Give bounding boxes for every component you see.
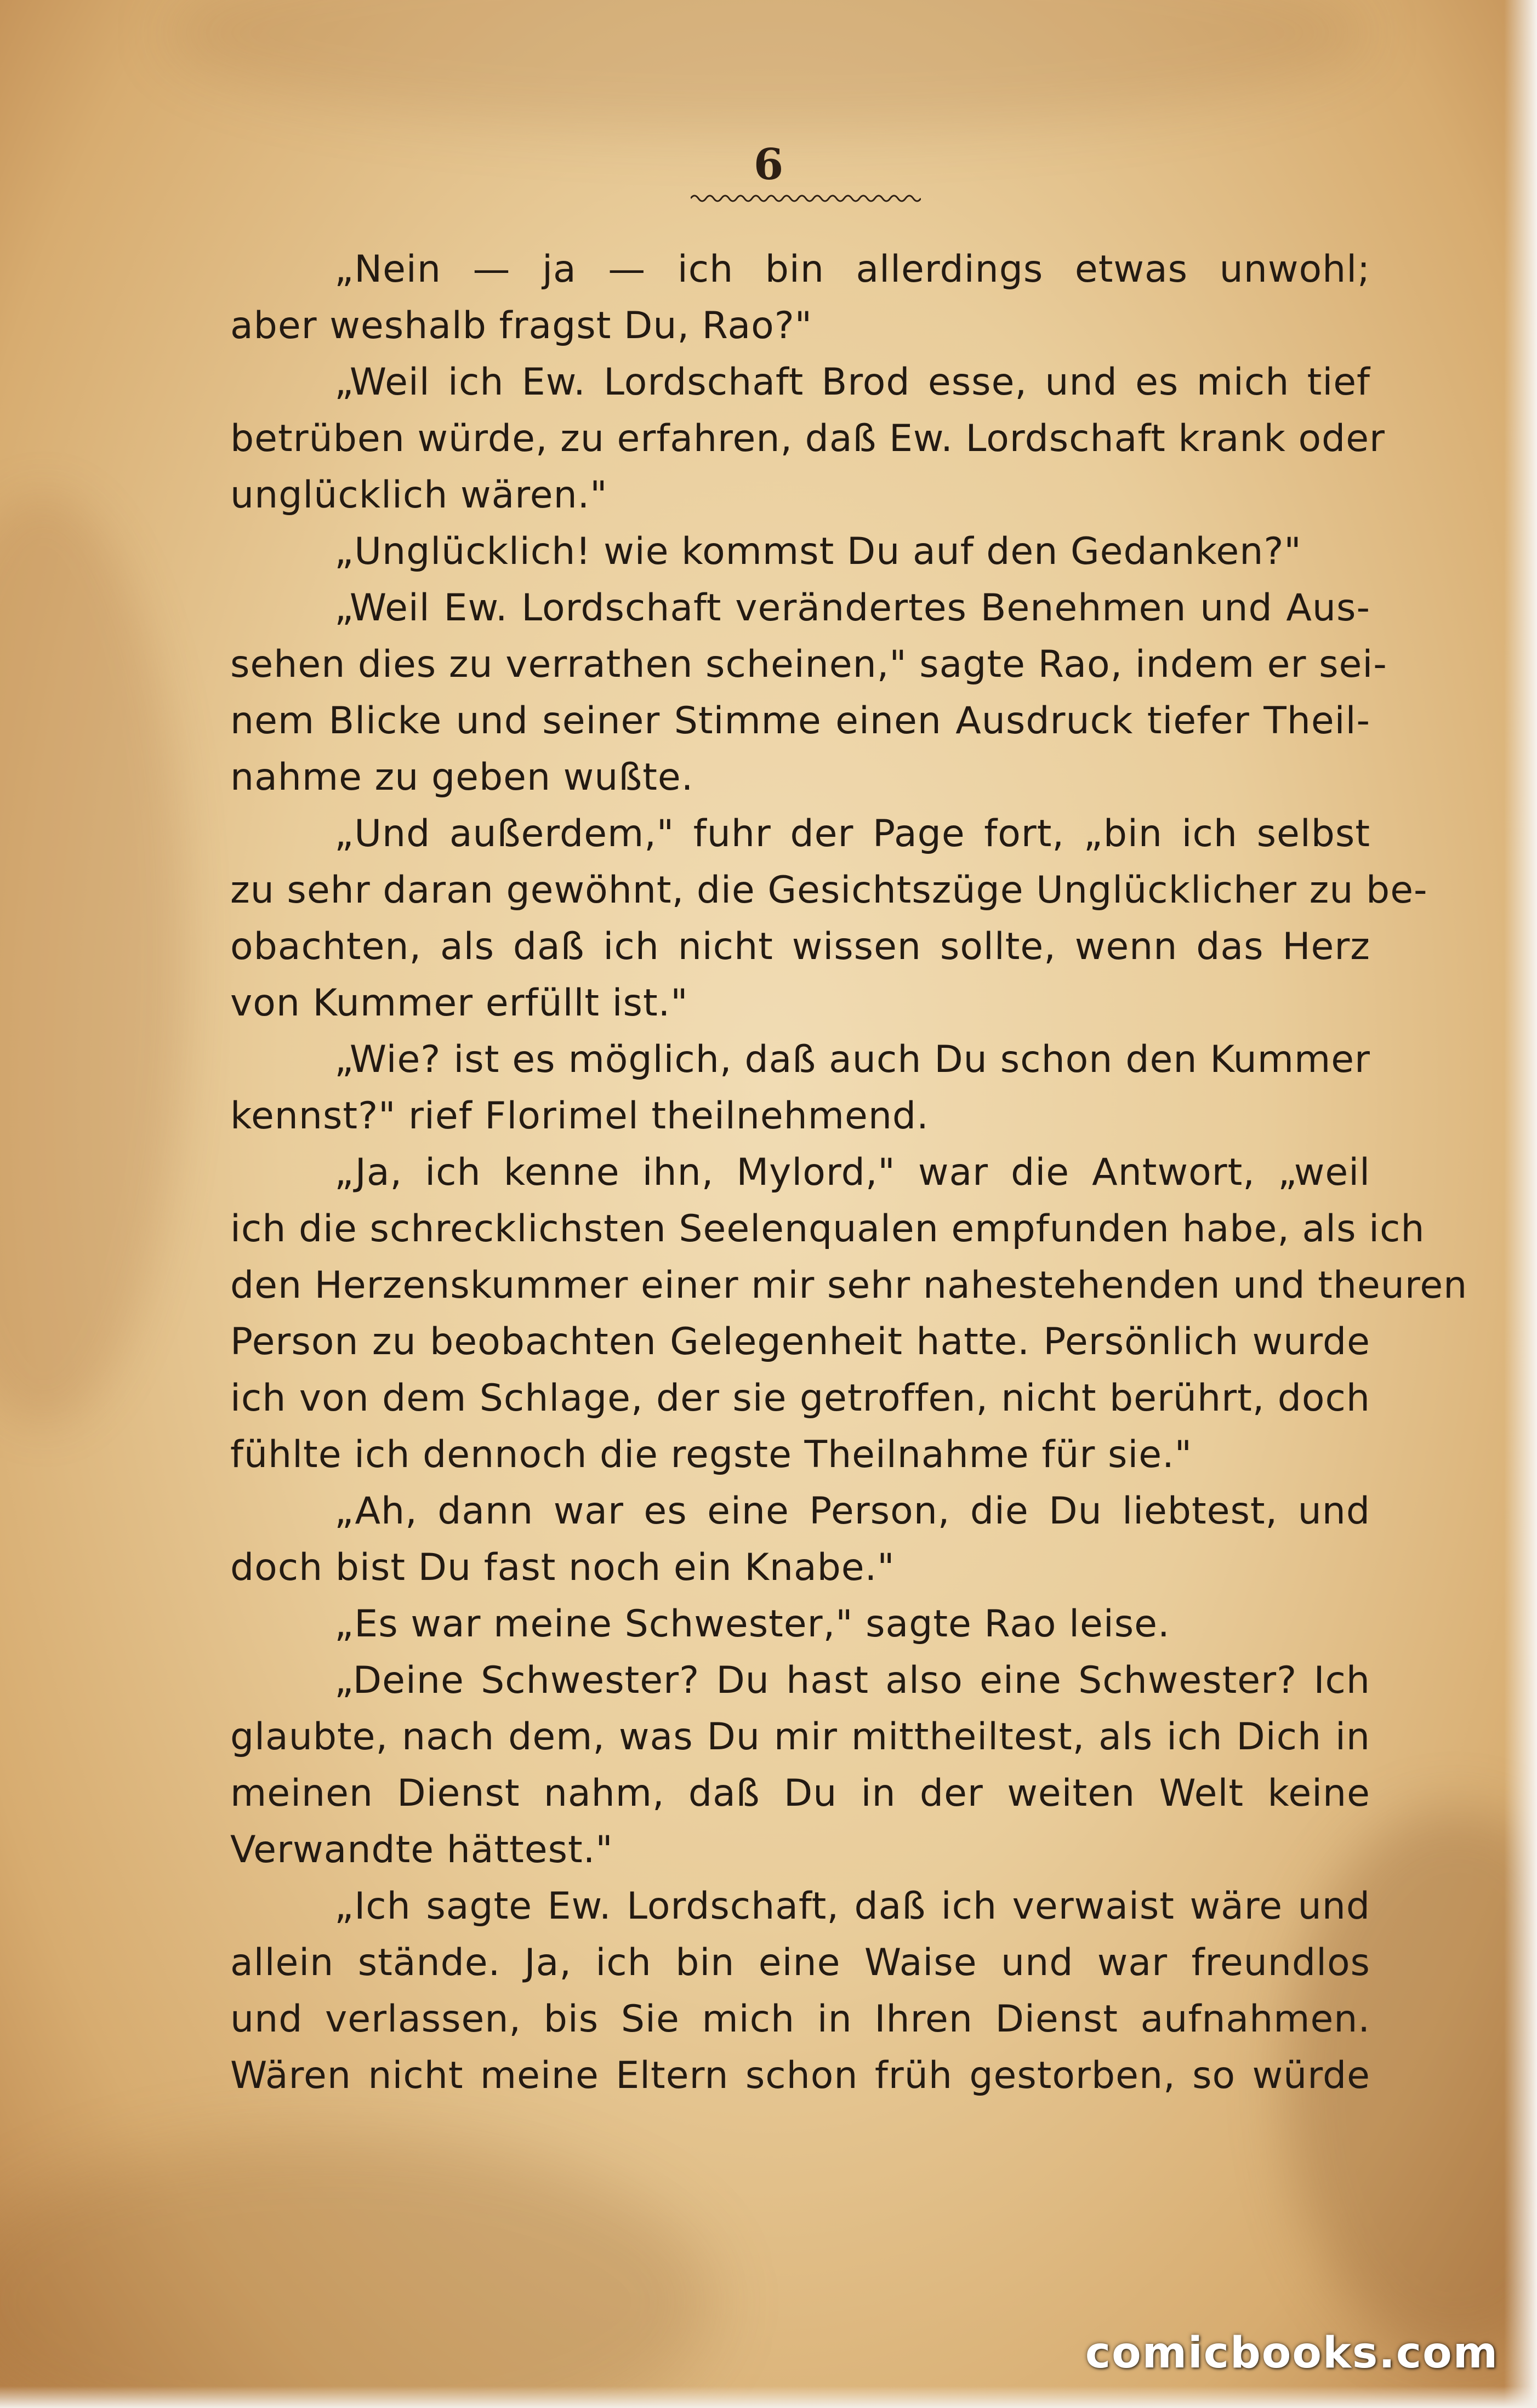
text-line: den Herzenskummer einer mir sehr nahestehenden und theuren xyxy=(230,1264,1468,1307)
wavy-rule-ornament xyxy=(691,191,921,205)
page-edge xyxy=(0,2386,1537,2408)
text-line: nahme zu geben wußte. xyxy=(230,756,694,799)
text-line: „Deine Schwester? Du hast also eine Schwester? Ich xyxy=(334,1659,1370,1702)
text-line: von Kummer erfüllt ist." xyxy=(230,982,688,1025)
text-line: sehen dies zu verrathen scheinen," sagte Rao, indem er sei- xyxy=(230,643,1387,686)
text-line: „Ich sagte Ew. Lordschaft, daß ich verwaist wäre und xyxy=(334,1885,1370,1928)
text-line: glaubte, nach dem, was Du mir mittheiltest, als ich Dich in xyxy=(230,1715,1370,1759)
paper-stain xyxy=(0,2137,713,2408)
text-line: „Unglücklich! wie kommst Du auf den Gedanken?" xyxy=(334,530,1302,573)
text-line: und verlassen, bis Sie mich in Ihren Dienst aufnahmen. xyxy=(230,1998,1370,2041)
text-line: „Weil ich Ew. Lordschaft Brod esse, und es mich tief xyxy=(334,361,1370,404)
page-edge xyxy=(1504,0,1537,2408)
page-number: 6 xyxy=(753,140,784,190)
text-line: allein stände. Ja, ich bin eine Waise und war freundlos xyxy=(230,1941,1370,1984)
paper-stain xyxy=(164,0,1370,132)
text-line: nem Blicke und seiner Stimme einen Ausdruck tiefer Theil- xyxy=(230,699,1370,743)
text-line: „Ah, dann war es eine Person, die Du liebtest, und xyxy=(334,1490,1370,1533)
text-line: doch bist Du fast noch ein Knabe." xyxy=(230,1546,895,1589)
text-line: aber weshalb fragst Du, Rao?" xyxy=(230,304,813,347)
text-line: fühlte ich dennoch die regste Theilnahme für sie." xyxy=(230,1433,1193,1476)
text-line: unglücklich wären." xyxy=(230,473,608,517)
text-line: obachten, als daß ich nicht wissen sollte, wenn das Herz xyxy=(230,925,1370,968)
text-line: meinen Dienst nahm, daß Du in der weiten Welt keine xyxy=(230,1772,1370,1815)
watermark-text: comicbooks.com xyxy=(1085,2329,1499,2378)
text-line: „Weil Ew. Lordschaft verändertes Benehmen und Aus- xyxy=(334,586,1370,630)
text-line: betrüben würde, zu erfahren, daß Ew. Lordschaft krank oder xyxy=(230,417,1385,460)
text-line: ich von dem Schlage, der sie getroffen, nicht berührt, doch xyxy=(230,1377,1370,1420)
text-line: „Wie? ist es möglich, daß auch Du schon den Kummer xyxy=(334,1038,1370,1081)
text-line: Verwandte hättest." xyxy=(230,1828,613,1871)
text-line: „Es war meine Schwester," sagte Rao leise. xyxy=(334,1602,1170,1646)
text-line: Wären nicht meine Eltern schon früh gestorben, so würde xyxy=(230,2054,1370,2097)
paper-stain xyxy=(0,493,186,1425)
text-line: zu sehr daran gewöhnt, die Gesichtszüge Unglücklicher zu be- xyxy=(230,869,1428,912)
text-line: „Und außerdem," fuhr der Page fort, „bin ich selbst xyxy=(334,812,1370,855)
body-text xyxy=(230,241,1468,2104)
text-line: „Ja, ich kenne ihn, Mylord," war die Antwort, „weil xyxy=(334,1151,1370,1194)
text-line: kennst?" rief Florimel theilnehmend. xyxy=(230,1094,929,1138)
text-line: Person zu beobachten Gelegenheit hatte. Persönlich wurde xyxy=(230,1320,1370,1363)
text-line: ich die schrecklichsten Seelenqualen empfunden habe, als ich xyxy=(230,1207,1425,1251)
text-line: „Nein — ja — ich bin allerdings etwas unwohl; xyxy=(334,248,1370,291)
